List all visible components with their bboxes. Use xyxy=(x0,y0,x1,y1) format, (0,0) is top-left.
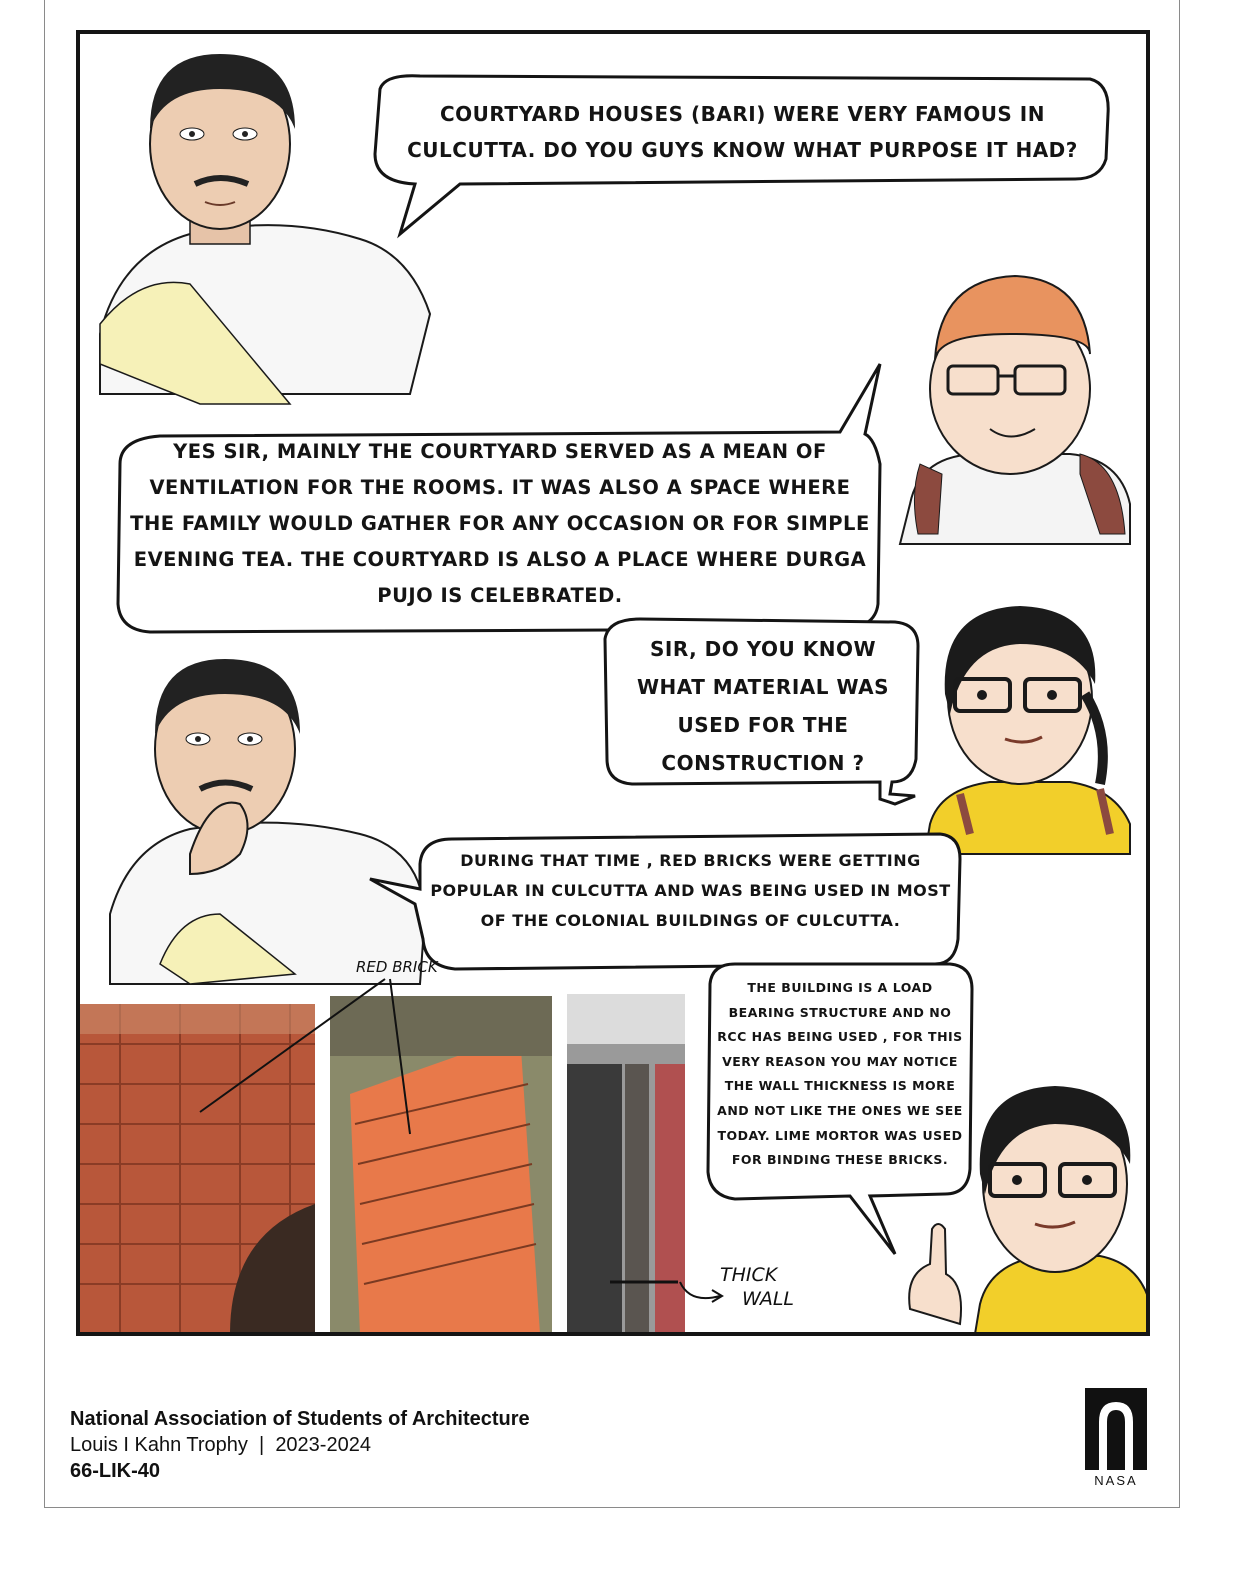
comic-artwork xyxy=(80,34,1150,1336)
student-cap-figure xyxy=(900,276,1130,544)
student-girl-figure-1 xyxy=(925,606,1130,854)
nasa-logo-text: NASA xyxy=(1094,1473,1138,1488)
photo-exposed-brick-wall xyxy=(330,996,552,1334)
bubble-5-text: THE BUILDING IS A LOAD BEARING STRUCTURE AND NO RCC HAS BEING USED , FOR THIS VERY REASON YOU MAY NOTICE THE WALL THICKNESS IS MORE AND NOT LIKE THE ONES WE SEE TODAY. LIME MORTOR WAS USED FOR BINDING THESE BRICKS. xyxy=(717,980,963,1168)
footer-trophy: Louis I Kahn Trophy | 2023-2024 xyxy=(70,1434,371,1456)
label-red-brick: RED BRICK xyxy=(356,958,438,976)
label-thick: THICK xyxy=(720,1264,778,1286)
bubble-3-text: SIR, DO YOU KNOW WHAT MATERIAL WAS USED FOR THE CONSTRUCTION ? xyxy=(636,637,890,775)
bubble-1-text: COURTYARD HOUSES (BARI) WERE VERY FAMOUS IN CULCUTTA. DO YOU GUYS KNOW WHAT PURPOSE IT HAD? xyxy=(407,102,1078,162)
bubble-2-text: YES SIR, MAINLY THE COURTYARD SERVED AS A MEAN OF VENTILATION FOR THE ROOMS. IT WAS ALSO A SPACE WHERE THE FAMILY WOULD GATHER FOR ANY OCCASION OR FOR SIMPLE EVENING TEA. THE COURTYARD IS ALSO A PLACE WHERE DURGA PUJO IS CELEBRATED. xyxy=(130,440,870,607)
footer-org-name: National Association of Students of Architecture xyxy=(70,1408,530,1430)
label-wall: WALL xyxy=(742,1288,795,1310)
footer-entry-code: 66-LIK-40 xyxy=(70,1460,161,1482)
bubble-4-text: DURING THAT TIME , RED BRICKS WERE GETTING POPULAR IN CULCUTTA AND WAS BEING USED IN MOST OF THE COLONIAL BUILDINGS OF CULCUTTA. xyxy=(430,851,951,930)
photo-thick-wall-columns xyxy=(567,994,685,1334)
footer xyxy=(70,1406,530,1484)
comic-panel xyxy=(76,30,1150,1336)
nasa-logo-icon xyxy=(1085,1388,1147,1470)
teacher-figure-thinking xyxy=(110,659,425,984)
